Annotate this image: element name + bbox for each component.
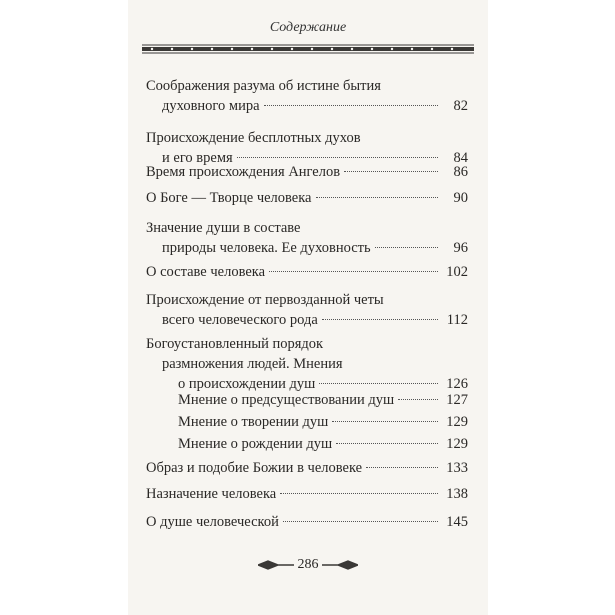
footer-ornament-left <box>258 560 294 570</box>
toc-entry-title: о происхождении душ <box>178 376 316 392</box>
toc-entry <box>146 390 468 410</box>
toc-page-number: 145 <box>446 514 468 530</box>
dot-leader <box>283 521 438 522</box>
toc-entry-title: Мнение о творении душ <box>178 414 329 430</box>
toc-page-number: 90 <box>453 190 468 206</box>
dot-leader <box>336 443 438 444</box>
toc-entry-title: Назначение человека <box>146 486 277 502</box>
toc-page-number: 127 <box>446 392 468 408</box>
toc-entry <box>146 484 468 504</box>
toc-entry-title: О Боге — Творце человека <box>146 190 312 206</box>
toc-entry <box>146 334 468 394</box>
toc-entry-title: О душе человеческой <box>146 514 279 530</box>
toc-page-number: 112 <box>446 312 468 328</box>
toc-entry-line: размножения людей. Мнения <box>162 356 343 372</box>
toc-entry-title: О составе человека <box>146 264 266 280</box>
dot-leader <box>332 421 438 422</box>
toc-entry-title: природы человека. Ее духовность <box>162 240 371 256</box>
toc-entry-line: Значение души в составе <box>146 220 301 236</box>
toc-page-number: 129 <box>446 414 468 430</box>
toc-entry <box>146 162 468 182</box>
toc-entry <box>146 458 468 478</box>
toc-page-number: 86 <box>453 164 468 180</box>
toc-entry-line: Происхождение бесплотных духов <box>146 130 361 146</box>
toc-page-number: 129 <box>446 436 468 452</box>
toc-entry-title: Мнение о рождении душ <box>178 436 333 452</box>
toc-page-number: 126 <box>446 376 468 392</box>
toc-entry-title: Время происхождения Ангелов <box>146 164 341 180</box>
toc-page-number: 133 <box>446 460 468 476</box>
dot-leader <box>398 399 438 400</box>
page-footer <box>128 557 488 573</box>
toc-page-number: 138 <box>446 486 468 502</box>
toc-entry-line: Происхождение от первозданной четы <box>146 292 384 308</box>
toc-entry <box>146 218 468 258</box>
dot-leader <box>269 271 438 272</box>
dot-leader <box>366 467 438 468</box>
toc-entry <box>146 290 468 330</box>
dot-leader <box>322 319 438 320</box>
dot-leader <box>237 157 438 158</box>
toc-entry-title: Мнение о предсуществовании душ <box>178 392 395 408</box>
toc-entry-title: всего человеческого рода <box>162 312 318 328</box>
toc-page-number: 102 <box>446 264 468 280</box>
dot-leader <box>319 383 438 384</box>
toc-entry-line: Богоустановленный порядок <box>146 336 324 352</box>
toc-page-number: 82 <box>453 98 468 114</box>
toc-page-number: 84 <box>453 150 468 166</box>
toc-page-number: 96 <box>453 240 468 256</box>
toc-entry <box>146 262 468 282</box>
footer-ornament-right <box>322 560 358 570</box>
dot-leader <box>280 493 438 494</box>
toc-entry-line: Соображения разума об истине бытия <box>146 78 381 94</box>
page-number: 286 <box>297 557 319 572</box>
toc-entry-title: и его время <box>162 150 233 166</box>
dot-leader <box>316 197 439 198</box>
toc-entry <box>146 188 468 208</box>
dot-leader <box>344 171 438 172</box>
toc-entry <box>146 76 468 116</box>
dot-leader <box>264 105 438 106</box>
toc-entry <box>146 412 468 432</box>
toc-entry-title: Образ и подобие Божии в человеке <box>146 460 363 476</box>
toc-entry-title: духовного мира <box>162 98 260 114</box>
ornament-divider <box>142 44 474 54</box>
running-header: Содержание <box>269 20 347 35</box>
toc-entry <box>146 512 468 532</box>
dot-leader <box>375 247 438 248</box>
toc-entry <box>146 434 468 454</box>
